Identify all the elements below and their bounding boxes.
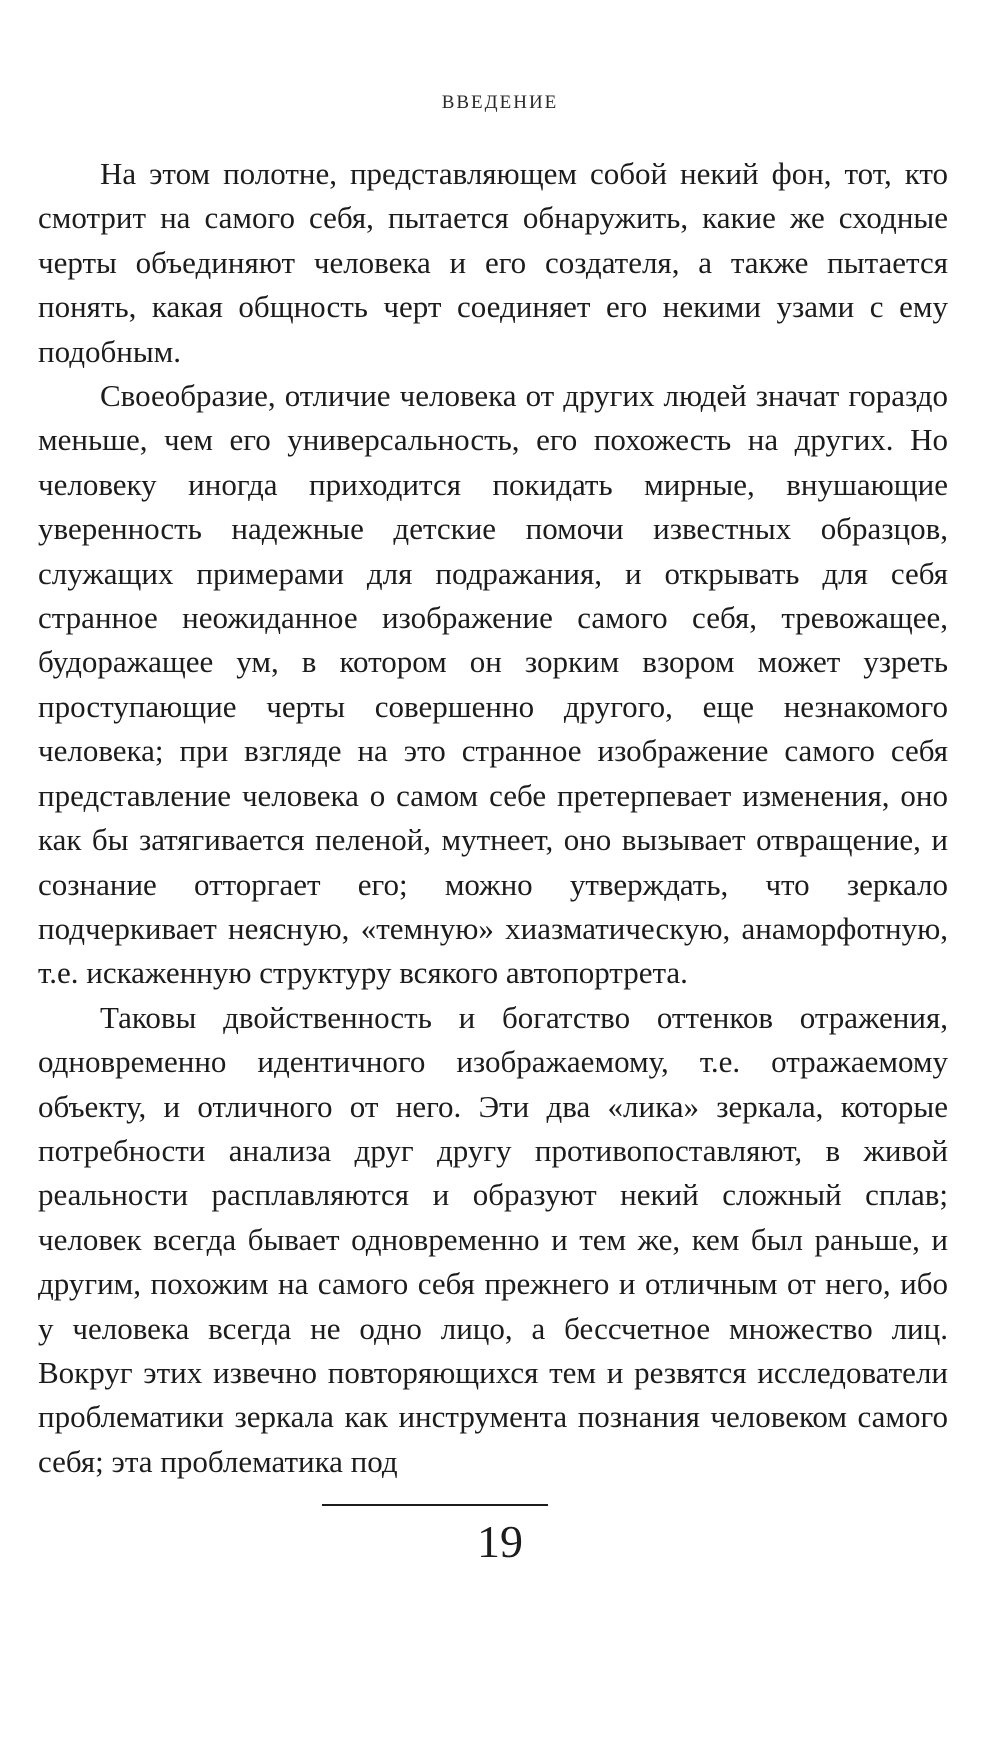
footer-rule xyxy=(322,1504,548,1506)
paragraph-3: Таковы двойственность и богатство оттенков отражения, одновременно идентичного изображаемому, т.е. отражаемому объекту, и отличного от него. Эти два «лика» зеркала, которые потребности анализа друг другу противопоставляют, в живой реальности расплавляются и образуют некий сложный сплав; человек всегда бывает одновременно и тем же, кем был раньше, и другим, похожим на самого себя прежнего и отличным от него, ибо у человека всегда не одно лицо, а бессчетное множество лиц. Вокруг этих извечно повторяющихся тем и резвятся исследователи проблематики зеркала как инструмента познания человеком самого себя; эта проблематика под xyxy=(38,999,948,1479)
body-text xyxy=(38,152,948,1484)
paragraph-1: На этом полотне, представляющем собой некий фон, тот, кто смотрит на самого себя, пытается обнаружить, какие же сходные черты объединяют человека и его создателя, а также пытается понять, какая общность черт соединяет его некими узами с ему подобным. xyxy=(38,156,948,369)
page-number: 19 xyxy=(477,1516,523,1567)
running-title: ВВЕДЕНИЕ xyxy=(441,92,559,113)
paragraph-2: Своеобразие, отличие человека от других людей значат гораздо меньше, чем его универсальность, его похожесть на других. Но человеку иногда приходится покидать мирные, внушающие уверенность надежные детские помочи известных образцов, служащих примерами для подражания, и открывать для себя странное неожиданное изображение самого себя, тревожащее, будоражащее ум, в котором он зорким взором может узреть проступающие черты совершенно другого, еще незнакомого человека; при взгляде на это странное изображение самого себя представление человека о самом себе претерпевает изменения, оно как бы затягивается пеленой, мутнеет, оно вызывает отвращение, и сознание отторгает его; можно утверждать, что зеркало подчеркивает неясную, «темную» хиазматическую, анаморфотную, т.е. искаженную структуру всякого автопортрета. xyxy=(38,378,948,991)
